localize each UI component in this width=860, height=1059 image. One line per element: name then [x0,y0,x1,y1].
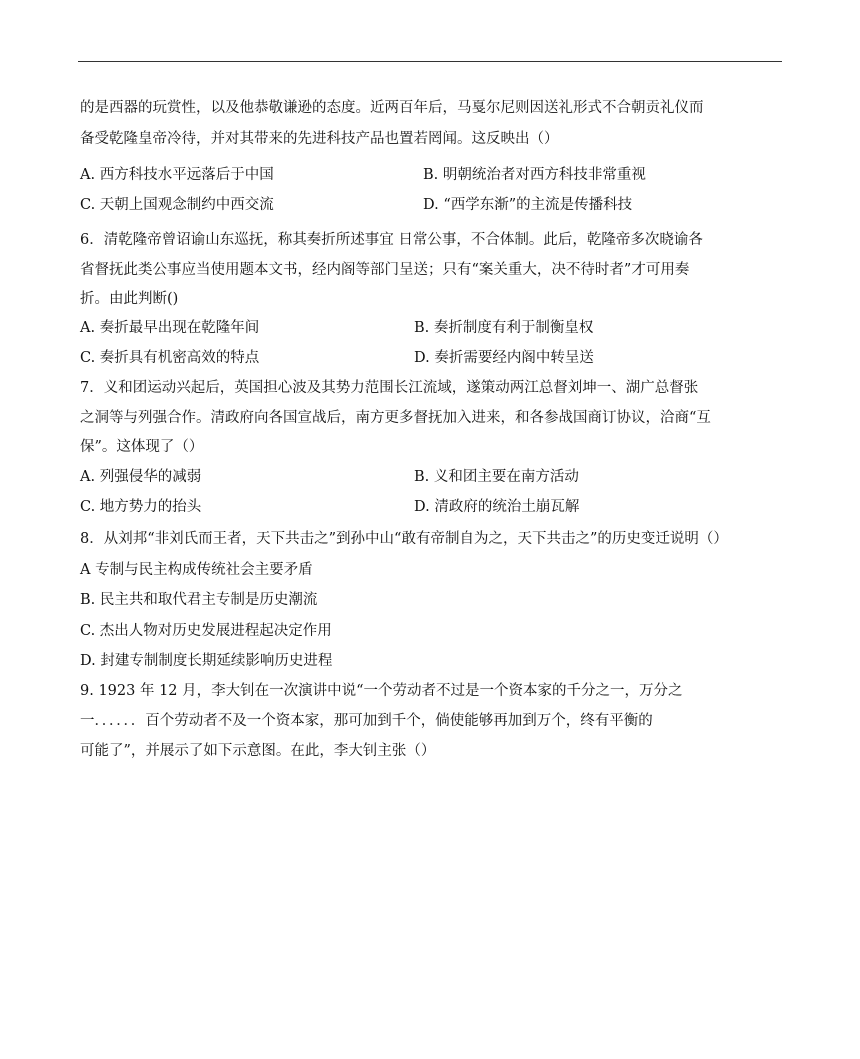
question-8-option-d: D. 封建专制制度长期延续影响历史进程 [80,653,333,669]
question-6-option-c: C. 奏折具有机密高效的特点 [80,350,260,366]
question-7-option-c: C. 地方势力的抬头 [80,499,202,515]
question-8-option-b: B. 民主共和取代君主专制是历史潮流 [80,592,318,608]
question-5-option-c: C. 天朝上国观念制约中西交流 [80,197,274,213]
question-7-option-d: D. 清政府的统治土崩瓦解 [414,499,580,515]
question-6-text-line: 省督抚此类公事应当使用题本文书，经内阁等部门呈送；只有“案关重大，决不待时者”才可用奏 [80,262,690,278]
question-8-option-a: A 专制与民主构成传统社会主要矛盾 [80,562,313,578]
question-6-option-a: A. 奏折最早出现在乾隆年间 [80,320,260,336]
header-rule [78,61,782,62]
question-8-text-line: 8．从刘邦“非刘氏而王者，天下共击之”到孙中山“敢有帝制自为之，天下共击之”的历史变迁说明（） [80,531,728,547]
question-7-option-a: A. 列强侵华的减弱 [80,469,202,485]
question-7-text-line: 保”。这体现了（） [80,439,204,455]
question-7-text-line: 7．义和团运动兴起后，英国担心波及其势力范围长江流域，遂策动两江总督刘坤一、湖广总督张 [80,380,699,396]
question-7-option-b: B. 义和团主要在南方活动 [414,469,579,485]
question-9-text-line: 9. 1923 年 12 月，李大钊在一次演讲中说“一个劳动者不过是一个资本家的千分之一，万分之 [80,683,683,699]
question-9-text-line: 可能了”，并展示了如下示意图。在此，李大钊主张（） [80,743,436,759]
question-8-option-c: C. 杰出人物对历史发展进程起决定作用 [80,623,332,639]
question-6-option-d: D. 奏折需要经内阁中转呈送 [414,350,594,366]
question-5-text-line: 备受乾隆皇帝冷待，并对其带来的先进科技产品也置若罔闻。这反映出（） [80,131,559,147]
question-6-text-line: 6．清乾隆帝曾诏谕山东巡抚，称其奏折所述事宜 日常公事，不合体制。此后，乾隆帝多次晓谕各 [80,232,703,248]
question-5-option-b: B. 明朝统治者对西方科技非常重视 [423,167,646,183]
question-5-option-a: A. 西方科技水平远落后于中国 [80,167,274,183]
question-9-text-line: 一．．．．．．百个劳动者不及一个资本家，那可加到千个，倘使能够再加到万个，终有平衡的 [80,713,653,729]
question-6-option-b: B. 奏折制度有利于制衡皇权 [414,320,594,336]
question-5-option-d: D. “西学东渐”的主流是传播科技 [423,197,633,213]
question-6-text-line: 折。由此判断() [80,291,179,307]
question-5-text-line: 的是西器的玩赏性，以及他恭敬谦逊的态度。近两百年后，马戛尔尼则因送礼形式不合朝贡礼仪而 [80,100,704,116]
question-7-text-line: 之洞等与列强合作。清政府向各国宣战后，南方更多督抚加入进来，和各参战国商订协议，洽商“互 [80,410,711,426]
